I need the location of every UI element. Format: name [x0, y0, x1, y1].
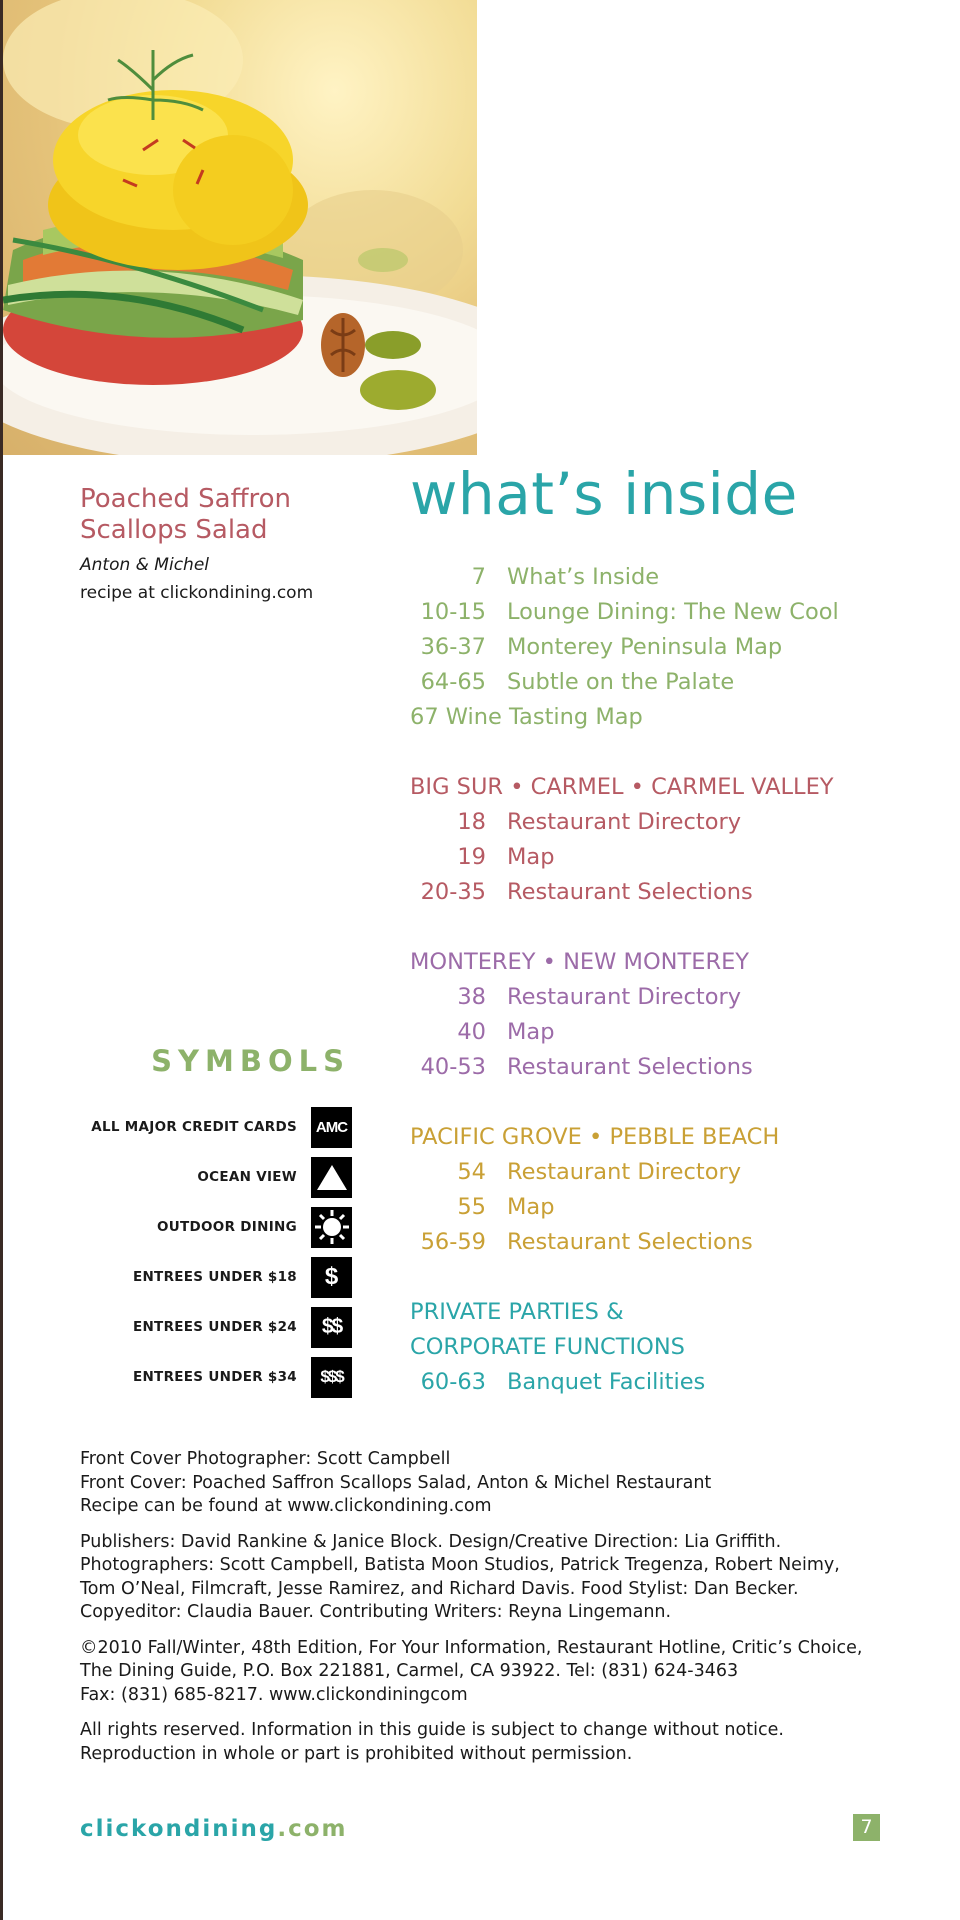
brand-name: clickondining — [80, 1816, 278, 1842]
credit-card-icon — [311, 1107, 352, 1148]
toc-entry: Monterey Peninsula Map — [507, 634, 783, 660]
toc-row[interactable] — [410, 560, 930, 595]
credit-line: Recipe can be found at www.clickondining.com — [80, 1496, 492, 1516]
toc-entry: Map — [507, 844, 555, 870]
double-dollar-icon-text: $$ — [321, 1315, 342, 1338]
toc-row[interactable] — [410, 1155, 930, 1190]
symbol-row — [60, 1152, 352, 1202]
toc-page-number: 19 — [457, 844, 486, 870]
staff-credits — [80, 1531, 900, 1625]
credit-line: Publishers: David Rankine & Janice Block. Design/Creative Direction: Lia Griffith. — [80, 1531, 782, 1552]
credit-line: Tom O’Neal, Filmcraft, Jesse Ramirez, and Richard Davis. Food Stylist: Dan Becker. — [80, 1578, 799, 1599]
toc-row-wine-map[interactable]: 67 Wine Tasting Map — [410, 704, 643, 730]
toc-entry: Map — [507, 1019, 555, 1045]
credits-block — [80, 1448, 900, 1778]
dish-title — [80, 484, 370, 546]
dollar-icon-text: $ — [324, 1263, 339, 1290]
dish-title-line1: Poached Saffron — [80, 484, 291, 514]
toc-section-heading: MONTEREY • NEW MONTEREY — [410, 949, 750, 975]
toc-entry: Restaurant Directory — [507, 984, 742, 1010]
symbol-row — [60, 1252, 352, 1302]
credit-line: All rights reserved. Information in this guide is subject to change without notice. — [80, 1720, 784, 1740]
cover-credits — [80, 1448, 900, 1519]
symbols-legend — [60, 1102, 352, 1402]
symbol-label: ENTREES UNDER $18 — [132, 1269, 297, 1285]
toc-section-monterey — [410, 945, 930, 1085]
toc-page-number: 20-35 — [420, 879, 486, 905]
credit-card-icon-text: AMC — [315, 1118, 348, 1136]
toc-entry: Restaurant Directory — [507, 809, 742, 835]
toc-entry: Lounge Dining: The New Cool — [507, 599, 839, 625]
credit-line: Photographers: Scott Campbell, Batista Moon Studios, Patrick Tregenza, Robert Neimy, — [80, 1555, 840, 1575]
toc-row[interactable] — [410, 840, 930, 875]
cover-caption — [80, 484, 370, 603]
toc-page-number: 60-63 — [420, 1369, 486, 1395]
toc-row[interactable] — [410, 595, 930, 630]
toc-section-pacific-grove — [410, 1120, 930, 1260]
triple-dollar-icon-text: $$$ — [320, 1367, 343, 1386]
publication-info — [80, 1637, 900, 1708]
credit-line: ©2010 Fall/Winter, 48th Edition, For Your Information, Restaurant Hotline, Critic’s Choice, — [80, 1637, 863, 1658]
toc-section-big-sur — [410, 770, 930, 910]
toc-entry: Banquet Facilities — [507, 1369, 706, 1395]
toc-page-number: 64-65 — [420, 669, 486, 695]
toc-section-heading: BIG SUR • CARMEL • CARMEL VALLEY — [410, 774, 834, 800]
toc-section-heading-line2: CORPORATE FUNCTIONS — [410, 1334, 685, 1360]
symbol-label: ALL MAJOR CREDIT CARDS — [91, 1119, 297, 1135]
toc-entry: Restaurant Selections — [507, 1054, 753, 1080]
symbol-label: OCEAN VIEW — [197, 1169, 297, 1185]
symbol-row — [60, 1102, 352, 1152]
toc-row[interactable] — [410, 1225, 930, 1260]
symbol-label: ENTREES UNDER $24 — [132, 1319, 297, 1335]
footer-brand-link[interactable] — [80, 1816, 347, 1842]
toc-row[interactable] — [410, 630, 930, 665]
symbol-row — [60, 1202, 352, 1252]
symbol-row — [60, 1352, 352, 1402]
dish-title-line2: Scallops Salad — [80, 515, 268, 545]
credit-line: Front Cover Photographer: Scott Campbell — [80, 1449, 451, 1469]
toc-entry: Restaurant Selections — [507, 1229, 753, 1255]
toc-row[interactable] — [410, 805, 930, 840]
mountain-icon — [311, 1157, 352, 1198]
toc-row[interactable] — [410, 1365, 930, 1400]
toc-page-number: 40-53 — [420, 1054, 486, 1080]
toc-section-heading: PACIFIC GROVE • PEBBLE BEACH — [410, 1124, 780, 1150]
credit-line: Copyeditor: Claudia Bauer. Contributing Writers: Reyna Lingemann. — [80, 1602, 672, 1622]
dollar-icon — [311, 1257, 352, 1298]
toc-section-private-parties — [410, 1295, 930, 1400]
credit-line: Reproduction in whole or part is prohibited without permission. — [80, 1743, 633, 1764]
symbol-label: OUTDOOR DINING — [156, 1219, 297, 1235]
credit-line: The Dining Guide, P.O. Box 221881, Carmel, CA 93922. Tel: (831) 624-3463 — [80, 1661, 739, 1681]
brand-tld: .com — [277, 1816, 348, 1842]
toc-page-number: 55 — [457, 1194, 486, 1220]
toc-page-number: 56-59 — [420, 1229, 486, 1255]
toc-row[interactable] — [410, 1190, 930, 1225]
credit-line: Fax: (831) 685-8217. www.clickondiningcom — [80, 1684, 468, 1705]
toc-page-number: 36-37 — [420, 634, 486, 660]
triple-dollar-icon — [311, 1357, 352, 1398]
toc-page-number: 40 — [457, 1019, 486, 1045]
toc-row[interactable] — [410, 875, 930, 910]
toc-entry: Map — [507, 1194, 555, 1220]
toc-entry: Restaurant Directory — [507, 1159, 742, 1185]
toc-row[interactable] — [410, 1050, 930, 1085]
recipe-link[interactable]: recipe at clickondining.com — [80, 583, 314, 603]
toc-entry: What’s Inside — [507, 564, 660, 590]
toc-entry: Restaurant Selections — [507, 879, 753, 905]
toc-page-number: 54 — [457, 1159, 486, 1185]
toc-general — [410, 560, 930, 735]
food-illustration — [3, 0, 477, 455]
toc-page-number: 38 — [457, 984, 486, 1010]
rights-notice — [80, 1719, 900, 1766]
sun-icon — [311, 1207, 352, 1248]
restaurant-name: Anton & Michel — [80, 555, 210, 575]
toc-row[interactable] — [410, 665, 930, 700]
double-dollar-icon — [311, 1307, 352, 1348]
cover-food-photo — [3, 0, 477, 455]
toc-page-number: 10-15 — [420, 599, 486, 625]
symbol-label: ENTREES UNDER $34 — [132, 1369, 297, 1385]
toc-page-number: 7 — [471, 564, 486, 590]
toc-section-heading-line1: PRIVATE PARTIES & — [410, 1299, 624, 1325]
toc-entry: Subtle on the Palate — [507, 669, 735, 695]
whats-inside-title: what’s inside — [410, 460, 798, 528]
toc-row[interactable] — [410, 1015, 930, 1050]
symbol-row — [60, 1302, 352, 1352]
toc-page-number: 18 — [457, 809, 486, 835]
page-number-badge: 7 — [853, 1814, 880, 1841]
toc-row[interactable] — [410, 980, 930, 1015]
credit-line: Front Cover: Poached Saffron Scallops Salad, Anton & Michel Restaurant — [80, 1472, 712, 1493]
symbols-title: SYMBOLS — [151, 1044, 350, 1078]
